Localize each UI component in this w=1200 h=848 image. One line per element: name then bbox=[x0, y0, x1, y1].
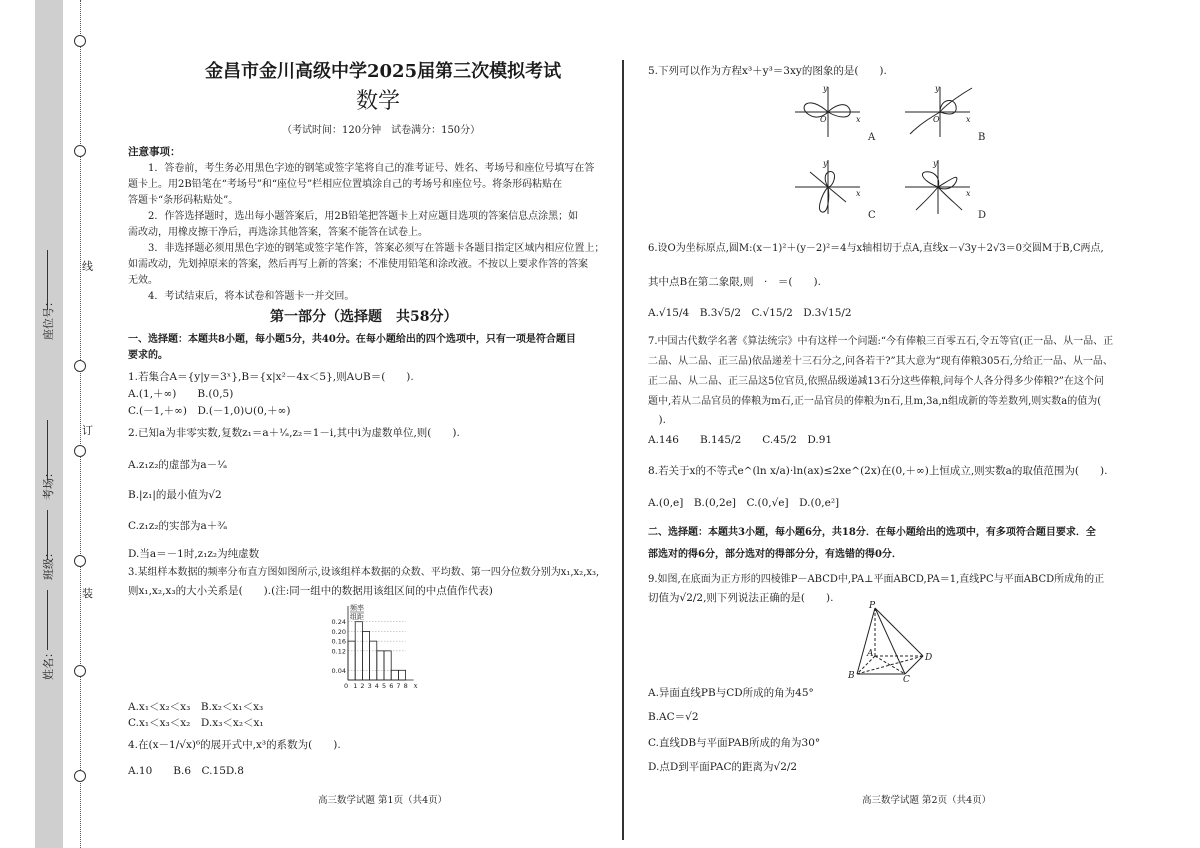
question-9: 9.如图,在底面为正方形的四棱锥P－ABCD中,PA⊥平面ABCD,PA＝1,直线PC与平面ABCD所成角的正 bbox=[648, 574, 1105, 585]
note-line: 2．作答选择题时，选出每小题答案后，用2B铅笔把答题卡上对应题目选项的答案信息点涂黑；如 bbox=[148, 211, 579, 222]
name-line bbox=[47, 590, 48, 650]
exam-room-field: 考场： bbox=[42, 467, 55, 500]
origin-label: O bbox=[820, 115, 827, 124]
histogram-bar bbox=[398, 670, 405, 680]
class-field: 班级： bbox=[42, 547, 55, 580]
axis-x-label: x bbox=[966, 115, 971, 124]
x-tick-label: 6 bbox=[389, 682, 394, 690]
seam-mark-line: 线 bbox=[82, 260, 93, 273]
histogram-svg bbox=[318, 604, 418, 694]
seam-hole bbox=[74, 145, 86, 157]
note-line: 3．非选择题必须用黑色字迹的钢笔或签字笔作答，答案必须写在答题卡各题目指定区域内相应位置上； bbox=[148, 243, 605, 254]
question-9-option-d: D.点D到平面PAC的距离为√2/2 bbox=[648, 761, 798, 773]
footer-left: 高三数学试题 第1页（共4页） bbox=[318, 795, 448, 806]
note-line: 如需改动，先划掉原来的答案，然后再写上新的答案；不准使用铅笔和涂改液。不按以上要求作答的答案 bbox=[128, 259, 588, 270]
axis-x-label: x bbox=[966, 189, 971, 198]
y-tick-label: 0.16 bbox=[331, 637, 346, 646]
question-3-cont: 则x₁,x₂,x₃的大小关系是( ).(注:同一组中的数据用该组区间的中点值作代表) bbox=[128, 585, 493, 597]
q5-option-c-label: C bbox=[868, 210, 876, 221]
axis-y-label: y bbox=[935, 84, 940, 93]
pyramid-svg bbox=[845, 600, 935, 682]
vertex-label: D bbox=[925, 653, 933, 663]
exam-meta: （考试时间：120分钟 试卷满分：150分） bbox=[282, 125, 481, 136]
y-tick-label: 0.20 bbox=[331, 627, 346, 636]
y-tick-label: 0.12 bbox=[331, 647, 346, 656]
y-tick-label: 0.24 bbox=[331, 618, 346, 627]
q5-option-d-label: D bbox=[978, 210, 987, 221]
question-6-cont: 其中点B在第二象限,则 · ＝( ). bbox=[648, 276, 821, 288]
section1-instructions: 一、选择题：本题共8小题，每小题5分，共40分。在每小题给出的四个选项中，只有一项是符合题目 bbox=[128, 334, 576, 345]
question-8: 8.若关于x的不等式e^(ln x/a)·ln(ax)≤2xe^(2x)在(0,＋∞)上恒成立,则实数a的取值范围为( ). bbox=[648, 465, 1108, 477]
subject-title: 数学 bbox=[356, 89, 401, 114]
exam-title: 金昌市金川高级中学2025届第三次模拟考试 bbox=[205, 61, 562, 82]
q5-option-a-label: A bbox=[868, 132, 876, 143]
question-7: 7.中国古代数学名著《算法统宗》中有这样一个问题:“今有俸粮三百零五石,令五等官(正一品、从一品、正 bbox=[648, 336, 1114, 347]
question-3: 3.某组样本数据的频率分布直方图如图所示,设该组样本数据的众数、平均数、第一四分位数分别为x₁,x₂,x₃, bbox=[128, 567, 600, 578]
histogram-bar bbox=[384, 651, 391, 680]
x-tick-label: 4 bbox=[374, 682, 379, 690]
x-tick-label: 5 bbox=[382, 682, 387, 690]
question-2-option-c: C.z₁z₂的实部为a＋³⁄ₐ bbox=[128, 520, 228, 532]
seam-hole bbox=[74, 445, 86, 457]
vertex-label: B bbox=[848, 671, 855, 681]
question-8-options: A.(0,e] B.(0,2e] C.(0,√e] D.(0,e²] bbox=[648, 497, 840, 509]
question-1-options-cd: C.(－1,＋∞) D.(－1,0)∪(0,＋∞) bbox=[128, 405, 291, 417]
section2-instructions: 二、选择题：本题共3小题，每小题6分，共18分．在每小题给出的选项中，有多项符合题目要求．全 bbox=[648, 527, 1096, 538]
x-tick-label: 3 bbox=[367, 682, 372, 690]
origin-label: 0 bbox=[344, 682, 349, 690]
histogram-bar bbox=[391, 670, 398, 680]
question-2-option-b: B.|z₁|的最小值为√2 bbox=[128, 489, 222, 501]
section2-instructions-cont: 部选对的得6分，部分选对的得部分分，有选错的得0分． bbox=[648, 549, 902, 560]
question-7-cont: ). bbox=[648, 414, 666, 426]
question-9-option-c: C.直线DB与平面PAB所成的角为30° bbox=[648, 737, 821, 749]
q5-graph-options bbox=[790, 82, 1000, 222]
x-tick-label: 1 bbox=[353, 682, 358, 690]
notes-heading: 注意事项： bbox=[128, 146, 181, 158]
binding-strip bbox=[0, 0, 92, 848]
x-axis-label: x bbox=[413, 682, 418, 690]
q5-option-b-label: B bbox=[978, 132, 986, 143]
histogram-bar bbox=[348, 641, 355, 680]
question-6-options: A.√15/4 B.3√5/2 C.√15/2 D.3√15/2 bbox=[648, 307, 852, 319]
note-line: 4．考试结束后，将本试卷和答题卡一并交回。 bbox=[148, 291, 355, 302]
axis-y-label: y bbox=[823, 159, 828, 168]
pyramid-figure bbox=[845, 600, 935, 682]
axis-y-label: y bbox=[823, 84, 828, 93]
axis-y-label: y bbox=[933, 159, 938, 168]
y-label-bottom: 组距 bbox=[350, 613, 364, 621]
question-2-option-d: D.当a＝－1时,z₁z₂为纯虚数 bbox=[128, 548, 260, 560]
y-label-top: 频率 bbox=[350, 604, 364, 612]
seam-mark-bind: 订 bbox=[82, 424, 93, 437]
vertex-label: A bbox=[867, 649, 874, 659]
question-1: 1.若集合A＝{y|y＝3ˣ},B＝{x|x²－4x＜5},则A∪B＝( ). bbox=[128, 371, 414, 383]
question-4: 4.在(x－1/√x)⁶的展开式中,x³的系数为( ). bbox=[128, 739, 341, 751]
note-line: 需改动，用橡皮擦干净后，再选涂其他答案，答案不能答在试卷上。 bbox=[128, 227, 428, 238]
question-3-options-ab: A.x₁＜x₂＜x₃ B.x₂＜x₁＜x₃ bbox=[128, 701, 264, 713]
note-line: 答题卡“条形码粘贴处”。 bbox=[128, 195, 239, 206]
x-tick-label: 7 bbox=[396, 682, 401, 690]
question-6: 6.设O为坐标原点,圆M:(x－1)²＋(y－2)²＝4与x轴相切于点A,直线x－√3y＋2√3＝0交圆M于B,C两点, bbox=[648, 243, 1104, 254]
seam-line bbox=[80, 0, 81, 848]
seat-line bbox=[47, 250, 48, 310]
question-9-option-b: B.AC＝√2 bbox=[648, 711, 699, 723]
footer-right: 高三数学试题 第2页（共4页） bbox=[862, 795, 992, 806]
seam-hole bbox=[74, 360, 86, 372]
binding-bar bbox=[35, 0, 63, 848]
note-line: 题卡上。用2B铅笔在“考场号”和“座位号”栏相应位置填涂自己的考场号和座位号。将条形码粘贴在 bbox=[128, 179, 563, 190]
question-7-cont: 题中,若从二品官员的俸粮为m石,正一品官员的俸粮为n石,且m,3a,n组成新的等差数列,则实数a的值为( bbox=[648, 396, 1102, 407]
question-7-cont: 二品、从二品、正三品)依品递差十三石分之,问各若干?”其大意为“现有俸粮305石,分给正一品、从一品、 bbox=[648, 356, 1113, 367]
question-7-cont: 正二品、从二品、正三品这5位官员,依照品级递减13石分这些俸粮,问每个人各分得多少俸粮?”在这个问 bbox=[648, 376, 1104, 387]
seam-mark-staple: 装 bbox=[82, 587, 93, 600]
question-2: 2.已知a为非零实数,复数z₁＝a＋¹⁄ₐ,z₂＝1－i,其中i为虚数单位,则( ). bbox=[128, 427, 460, 439]
x-tick-label: 8 bbox=[403, 682, 408, 690]
question-9-option-a: A.异面直线PB与CD所成的角为45° bbox=[648, 687, 814, 699]
note-line: 无效。 bbox=[128, 275, 158, 286]
y-tick-label: 0.04 bbox=[331, 666, 346, 675]
axis-x-label: x bbox=[856, 115, 861, 124]
histogram-bar bbox=[370, 641, 377, 680]
section1-instructions-cont: 要求的。 bbox=[128, 350, 168, 361]
class-line bbox=[47, 510, 48, 560]
exam-room-line bbox=[47, 420, 48, 480]
question-4-options: A.10 B.6 C.15D.8 bbox=[128, 765, 244, 777]
page-divider bbox=[622, 60, 624, 840]
seam-hole bbox=[74, 665, 86, 677]
vertex-label: C bbox=[903, 675, 910, 682]
origin-label: O bbox=[933, 115, 940, 124]
histogram-bar bbox=[377, 651, 384, 680]
seam-hole bbox=[74, 35, 86, 47]
seam-hole bbox=[74, 770, 86, 782]
vertex-label: P bbox=[869, 601, 876, 611]
note-line: 1．答卷前，考生务必用黑色字迹的钢笔或签字笔将自己的准考证号、姓名、考场号和座位号填写在答 bbox=[148, 163, 595, 174]
frequency-histogram bbox=[318, 604, 418, 694]
question-1-options-ab: A.(1,＋∞) B.(0,5) bbox=[128, 388, 234, 400]
question-2-option-a: A.z₁z₂的虚部为a－¹⁄ₐ bbox=[128, 459, 228, 471]
x-tick-label: 2 bbox=[360, 682, 365, 690]
seat-field: 座位号： bbox=[42, 296, 55, 340]
question-5: 5.下列可以作为方程x³＋y³＝3xy的图象的是( ). bbox=[648, 65, 887, 77]
question-7-options: A.146 B.145/2 C.45/2 D.91 bbox=[648, 434, 833, 446]
seam-hole bbox=[74, 555, 86, 567]
name-field: 姓名： bbox=[42, 647, 55, 680]
axis-x-label: x bbox=[856, 189, 861, 198]
part1-title: 第一部分（选择题 共58分） bbox=[270, 309, 458, 325]
question-3-options-cd: C.x₁＜x₃＜x₂ D.x₃＜x₂＜x₁ bbox=[128, 717, 264, 729]
q5-graphs-svg bbox=[790, 82, 1000, 222]
question-9-cont: 切值为√2/2,则下列说法正确的是( ). bbox=[648, 592, 834, 604]
histogram-bar bbox=[362, 631, 369, 680]
